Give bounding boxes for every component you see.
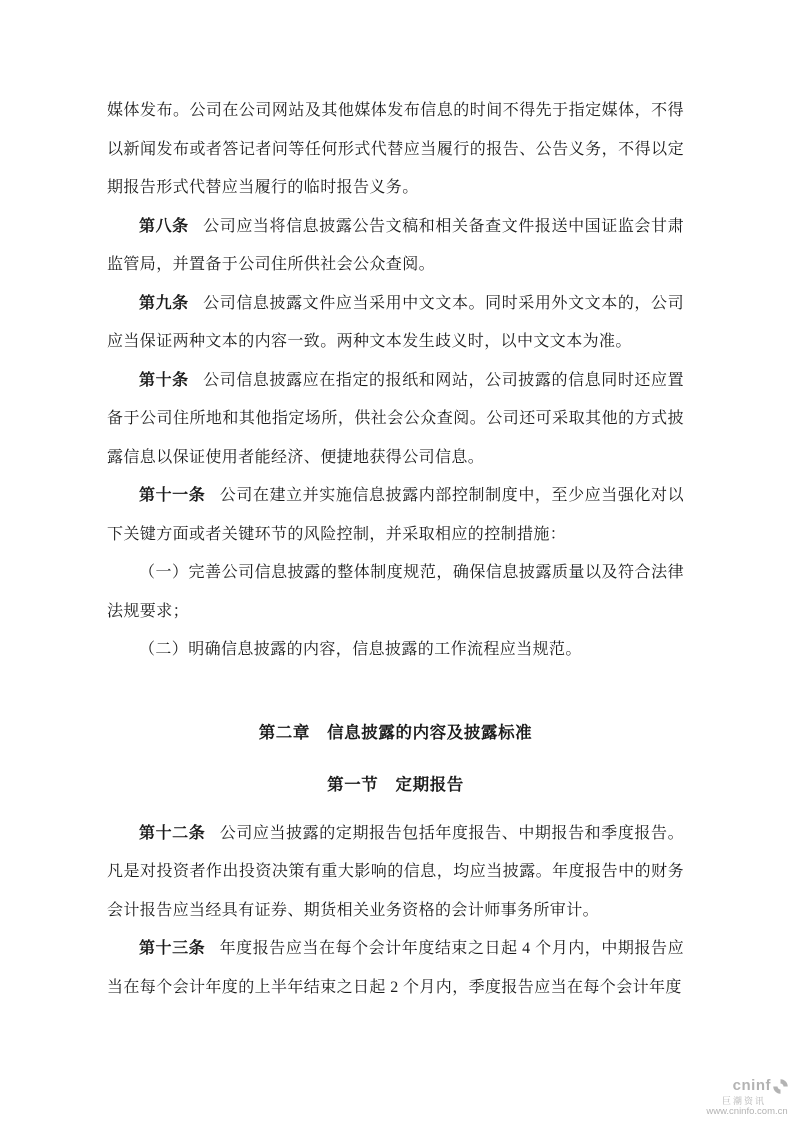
article-13-text: 年度报告应当在每个会计年度结束之日起 4 个月内，中期报告应当在每个会计年度的上半年结束之日起 2 个月内，季度报告应当在每个会计年度 (107, 940, 684, 996)
paragraph-article-11 (107, 477, 684, 554)
article-8-number: 第八条 (139, 217, 189, 235)
cninfo-chinese-name: 巨潮资讯 (721, 1095, 766, 1106)
article-10-number: 第十条 (139, 371, 189, 389)
article-9-text: 公司信息披露文件应当采用中文文本。同时采用外文文本的，公司应当保证两种文本的内容一致。两种文本发生歧义时，以中文文本为准。 (107, 294, 684, 350)
article-11-text: 公司在建立并实施信息披露内部控制制度中，至少应当强化对以下关键方面或者关键环节的风险控制，并采取相应的控制措施： (107, 487, 684, 543)
cninfo-brand-text: cninf (732, 1077, 771, 1095)
article-12-text: 公司应当披露的定期报告包括年度报告、中期报告和季度报告。凡是对投资者作出投资决策有重大影响的信息，均应当披露。年度报告中的财务会计报告应当经具有证券、期货相关业务资格的会计师事务所审计。 (107, 824, 684, 919)
article-8-text: 公司应当将信息披露公告文稿和相关备查文件报送中国证监会甘肃监管局，并置备于公司住所供社会公众查阅。 (107, 217, 684, 273)
article-11-number: 第十一条 (139, 487, 206, 504)
chapter-2-heading: 第二章 信息披露的内容及披露标准 (258, 722, 533, 742)
cninfo-watermark (704, 1077, 790, 1118)
paragraph-article-13 (107, 930, 684, 1007)
article-12-number: 第十二条 (139, 824, 206, 842)
paragraph-article-8 (107, 208, 684, 285)
paragraph-article-9 (107, 285, 684, 362)
section-1-heading: 第一节 定期报告 (327, 775, 464, 794)
cninfo-swirl-icon (772, 1078, 789, 1095)
paragraph-article-10 (107, 362, 684, 478)
cninfo-brand-row (704, 1077, 790, 1094)
cninfo-url: www.cninfo.com.cn (706, 1106, 788, 1118)
paragraph-continuation: 媒体发布。公司在公司网站及其他媒体发布信息的时间不得先于指定媒体，不得以新闻发布或者答记者问等任何形式代替应当履行的报告、公告义务，不得以定期报告形式代替应当履行的临时报告义务。 (107, 102, 684, 196)
document-body (107, 92, 684, 1007)
article-9-number: 第九条 (139, 294, 189, 312)
paragraph-article-12 (107, 815, 684, 931)
paragraph-list-item-2: （二）明确信息披露的内容，信息披露的工作流程应当规范。 (139, 641, 582, 658)
article-13-number: 第十三条 (139, 940, 206, 957)
paragraph-list-item-1: （一）完善公司信息披露的整体制度规范，确保信息披露质量以及符合法律法规要求； (107, 564, 684, 620)
article-10-text: 公司信息披露应在指定的报纸和网站，公司披露的信息同时还应置备于公司住所地和其他指定场所，供社会公众查阅。公司还可采取其他的方式披露信息以保证使用者能经济、便捷地获得公司信息。 (107, 371, 684, 466)
